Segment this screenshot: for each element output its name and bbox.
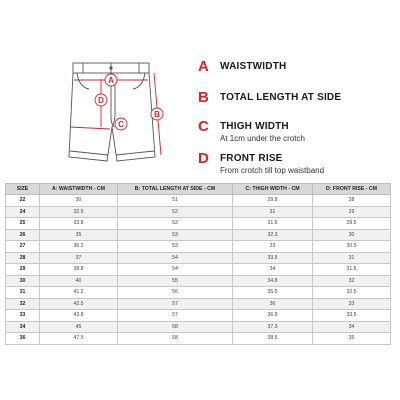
cell-total-length: 52: [118, 206, 233, 218]
shorts-illustration: [55, 45, 180, 175]
cell-waistwidth: 30: [40, 195, 118, 207]
cell-total-length: 57: [118, 298, 233, 310]
marker-a-label: A: [108, 76, 114, 85]
table-row: [6, 287, 391, 299]
cell-front-rise: 31.5: [313, 264, 391, 276]
legend-title-total-length: TOTAL LENGTH AT SIDE: [220, 92, 342, 103]
cell-waistwidth: 42.5: [40, 298, 118, 310]
cell-thigh-width: 34.8: [233, 275, 313, 287]
cell-total-length: 53: [118, 241, 233, 253]
cell-size: 32: [6, 298, 40, 310]
table-row: [6, 310, 391, 322]
cell-front-rise: 34: [313, 321, 391, 333]
marker-c-label: C: [118, 120, 124, 129]
cell-thigh-width: 33.5: [233, 252, 313, 264]
cell-size: 34: [6, 321, 40, 333]
cell-waistwidth: 47.5: [40, 333, 118, 345]
cell-size: 33: [6, 310, 40, 322]
table-row: [6, 275, 391, 287]
header-thigh-width: C: THIGH WIDTH - CM: [233, 184, 313, 195]
cell-front-rise: 33.5: [313, 310, 391, 322]
table-row: [6, 218, 391, 230]
cell-front-rise: 28: [313, 195, 391, 207]
cell-total-length: 55: [118, 275, 233, 287]
legend-title-thigh-width: THIGH WIDTH: [220, 121, 289, 132]
cell-front-rise: 31: [313, 252, 391, 264]
cell-front-rise: 32.5: [313, 287, 391, 299]
cell-thigh-width: 37.3: [233, 321, 313, 333]
cell-front-rise: 29: [313, 206, 391, 218]
table-row: [6, 264, 391, 276]
cell-total-length: 54: [118, 252, 233, 264]
legend-title-waistwidth: WAISTWIDTH: [220, 61, 287, 72]
cell-thigh-width: 31.6: [233, 218, 313, 230]
cell-thigh-width: 29.8: [233, 195, 313, 207]
cell-front-rise: 30.5: [313, 241, 391, 253]
table-row: [6, 321, 391, 333]
cell-size: 26: [6, 229, 40, 241]
cell-waistwidth: 36.2: [40, 241, 118, 253]
cell-size: 27: [6, 241, 40, 253]
table-row: [6, 241, 391, 253]
cell-thigh-width: 33: [233, 241, 313, 253]
legend-letter-b: B: [198, 89, 209, 106]
cell-total-length: 51: [118, 195, 233, 207]
cell-size: 28: [6, 252, 40, 264]
legend-item-a: [198, 58, 286, 76]
cell-front-rise: 29.5: [313, 218, 391, 230]
cell-thigh-width: 35.5: [233, 287, 313, 299]
legend-letter-c: C: [198, 118, 209, 135]
cell-front-rise: 35: [313, 333, 391, 345]
cell-waistwidth: 40: [40, 275, 118, 287]
cell-thigh-width: 34: [233, 264, 313, 276]
table-row: [6, 229, 391, 241]
cell-waistwidth: 45: [40, 321, 118, 333]
header-size: SIZE: [6, 184, 40, 195]
cell-waistwidth: 37: [40, 252, 118, 264]
marker-d-label: D: [98, 96, 104, 105]
cell-size: 29: [6, 264, 40, 276]
marker-b-label: B: [154, 110, 160, 119]
legend-sub-thigh-width: At 1cm under the crotch: [220, 134, 305, 143]
cell-waistwidth: 32.5: [40, 206, 118, 218]
cell-waistwidth: 38.8: [40, 264, 118, 276]
cell-size: 30: [6, 275, 40, 287]
cell-total-length: 58: [118, 321, 233, 333]
legend-letter-a: A: [198, 58, 209, 75]
legend-letter-d: D: [198, 150, 209, 167]
table-row: [6, 298, 391, 310]
cell-total-length: 58: [118, 333, 233, 345]
cell-front-rise: 30: [313, 229, 391, 241]
cell-waistwidth: 43.8: [40, 310, 118, 322]
cell-front-rise: 33: [313, 298, 391, 310]
cell-thigh-width: 38.5: [233, 333, 313, 345]
cell-thigh-width: 36: [233, 298, 313, 310]
cell-size: 31: [6, 287, 40, 299]
cell-total-length: 56: [118, 287, 233, 299]
cell-waistwidth: 35: [40, 229, 118, 241]
cell-size: 25: [6, 218, 40, 230]
size-chart-table: [5, 183, 391, 345]
cell-total-length: 57: [118, 310, 233, 322]
cell-thigh-width: 31: [233, 206, 313, 218]
header-front-rise: D: FRONT RISE - CM: [313, 184, 391, 195]
cell-total-length: 53: [118, 229, 233, 241]
legend-item-c: [198, 118, 305, 143]
cell-thigh-width: 36.5: [233, 310, 313, 322]
cell-waistwidth: 41.2: [40, 287, 118, 299]
legend-sub-front-rise: From crotch till top waistband: [220, 166, 325, 175]
table-row: [6, 206, 391, 218]
legend-item-b: [198, 89, 341, 107]
cell-front-rise: 32: [313, 275, 391, 287]
cell-size: 24: [6, 206, 40, 218]
header-waistwidth: A: WAISTWIDTH - CM: [40, 184, 118, 195]
cell-size: 36: [6, 333, 40, 345]
table-header-row: [6, 184, 391, 195]
table-row: [6, 252, 391, 264]
table-row: [6, 333, 391, 345]
cell-total-length: 54: [118, 264, 233, 276]
header-total-length: B: TOTAL LENGTH AT SIDE - CM: [118, 184, 233, 195]
legend-item-d: [198, 150, 324, 175]
table-row: [6, 195, 391, 207]
cell-waistwidth: 33.8: [40, 218, 118, 230]
legend-title-front-rise: FRONT RISE: [220, 153, 283, 164]
cell-size: 22: [6, 195, 40, 207]
cell-total-length: 52: [118, 218, 233, 230]
cell-thigh-width: 32.3: [233, 229, 313, 241]
